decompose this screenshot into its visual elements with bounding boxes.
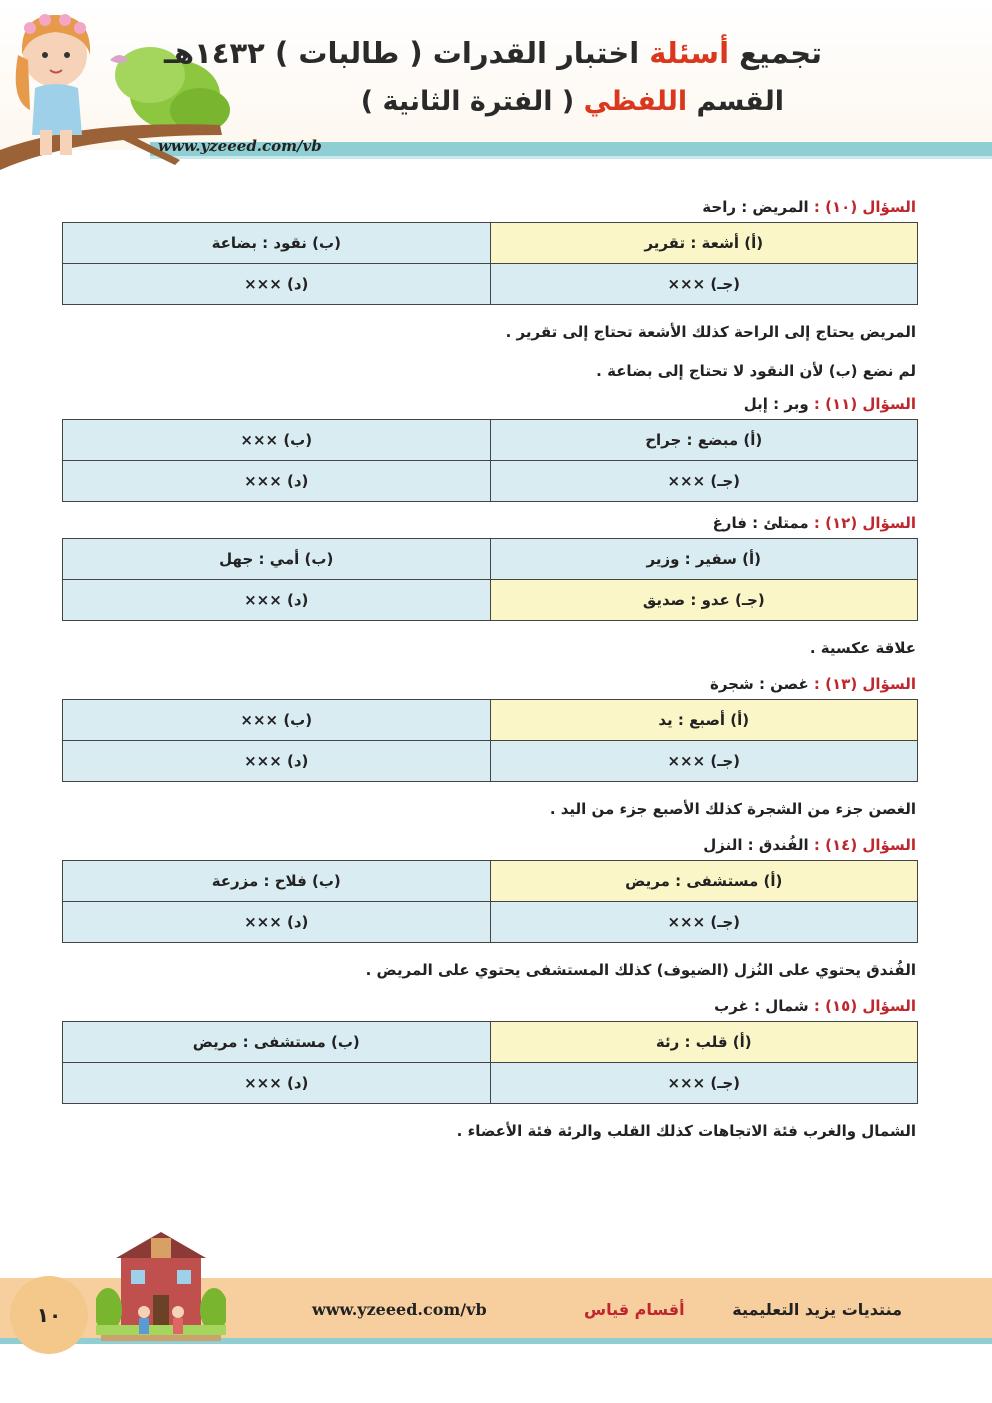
answer-note: الشمال والغرب فئة الاتجاهات كذلك القلب والرئة فئة الأعضاء . [456,1122,916,1140]
question-title: السؤال (١١) : وبر : إبل [743,395,916,413]
page-number: ١٠ [10,1276,88,1354]
question-title: السؤال (١٠) : المريض : راحة [702,198,916,216]
option-a: (أ) أشعة : تقرير [490,223,918,264]
page-header [0,0,992,190]
option-c: (جـ) ××× [490,264,918,305]
page-subtitle: القسم اللفظي ( الفترة الثانية ) [360,86,784,117]
option-c: (جـ) ××× [490,902,918,943]
options-table [62,860,918,943]
option-c: (جـ) ××× [490,1063,918,1104]
option-d: (د) ××× [63,461,491,502]
question-title: السؤال (١٤) : الفُندق : النزل [703,836,916,854]
option-d: (د) ××× [63,902,491,943]
option-a: (أ) سفير : وزير [490,539,918,580]
header-divider-light [150,156,992,159]
option-d: (د) ××× [63,1063,491,1104]
option-b: (ب) مستشفى : مريض [63,1022,491,1063]
option-c: (جـ) ××× [490,741,918,782]
page-title: تجميع أسئلة اختبار القدرات ( طالبات ) ١٤٣٢هـ [164,36,822,70]
answer-note: علاقة عكسية . [809,639,916,657]
option-c: (جـ) عدو : صديق [490,580,918,621]
footer-website-link[interactable]: www.yzeeed.com/vb [312,1300,487,1319]
option-a: (أ) أصبع : يد [490,700,918,741]
answer-note: الفُندق يحتوي على النُزل (الضيوف) كذلك المستشفى يحتوي على المريض . [365,961,916,979]
option-c: (جـ) ××× [490,461,918,502]
option-a: (أ) مبضع : جراح [490,420,918,461]
options-table [62,1021,918,1104]
options-table [62,222,918,305]
answer-note: الغصن جزء من الشجرة كذلك الأصبع جزء من اليد . [549,800,916,818]
option-b: (ب) ××× [63,420,491,461]
option-d: (د) ××× [63,580,491,621]
header-website-link[interactable]: www.yzeeed.com/vb [158,137,322,155]
option-a: (أ) قلب : رئة [490,1022,918,1063]
question-title: السؤال (١٢) : ممتلئ : فارغ [712,514,916,532]
footer-section-label: أقسام قياس [584,1300,685,1319]
question-title: السؤال (١٥) : شمال : غرب [714,997,916,1015]
question-title: السؤال (١٣) : غصن : شجرة [709,675,916,693]
option-d: (د) ××× [63,264,491,305]
page-footer [0,1220,992,1403]
options-table [62,699,918,782]
girl-on-branch-illustration [0,0,230,190]
school-illustration [96,1230,226,1350]
answer-note: المريض يحتاج إلى الراحة كذلك الأشعة تحتاج إلى تقرير . [505,323,916,341]
options-table [62,419,918,502]
option-d: (د) ××× [63,741,491,782]
options-table [62,538,918,621]
questions-content [62,192,918,1152]
option-b: (ب) نقود : بضاعة [63,223,491,264]
option-b: (ب) ××× [63,700,491,741]
option-b: (ب) أمي : جهل [63,539,491,580]
answer-note: لم نضع (ب) لأن النقود لا تحتاج إلى بضاعة . [596,362,916,380]
footer-forum-name: منتديات يزيد التعليمية [732,1300,902,1319]
option-a: (أ) مستشفى : مريض [490,861,918,902]
option-b: (ب) فلاح : مزرعة [63,861,491,902]
